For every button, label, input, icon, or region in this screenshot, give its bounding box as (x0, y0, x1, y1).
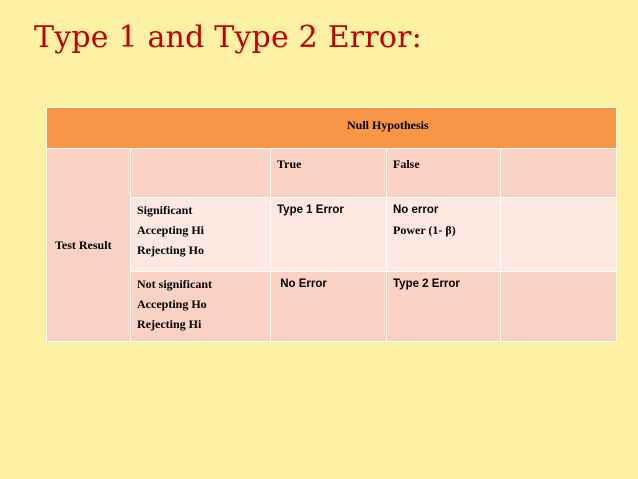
type-2-error-text: Type 2 Error (393, 278, 460, 290)
no-error-text: No Error (277, 278, 327, 290)
column-labels-row (47, 149, 617, 198)
empty-corner-cell (131, 149, 271, 198)
table-row (47, 272, 617, 342)
false-column-cell (387, 149, 501, 198)
table-header-cell (47, 108, 617, 149)
empty-cell (501, 149, 617, 198)
true-value-cell (271, 272, 387, 342)
true-column-label: True (277, 157, 302, 171)
power-text: Power (1- β) (393, 223, 456, 237)
hypothesis-table (46, 107, 617, 342)
slide-title: Type 1 and Type 2 Error: (34, 20, 422, 55)
test-result-cell (47, 149, 131, 342)
row-label-line: Rejecting Ho (137, 243, 204, 257)
false-column-label: False (393, 157, 420, 171)
false-value-cell (387, 272, 501, 342)
table-header-row (47, 108, 617, 149)
type-1-error-text: Type 1 Error (277, 204, 344, 216)
no-error-text: No error (393, 204, 439, 216)
row-label-line: Accepting Hi (137, 223, 204, 237)
row-label-cell (131, 198, 271, 272)
null-hypothesis-header: Null Hypothesis (347, 118, 429, 132)
row-label-cell (131, 272, 271, 342)
true-column-cell (271, 149, 387, 198)
empty-cell (501, 272, 617, 342)
row-label-line: Not significant (137, 277, 212, 291)
true-value-cell (271, 198, 387, 272)
false-value-cell (387, 198, 501, 272)
row-label-line: Accepting Ho (137, 297, 207, 311)
empty-cell (501, 198, 617, 272)
table-row (47, 198, 617, 272)
test-result-label: Test Result (55, 238, 112, 252)
row-label-line: Rejecting Hi (137, 317, 202, 331)
row-label-line: Significant (137, 203, 193, 217)
